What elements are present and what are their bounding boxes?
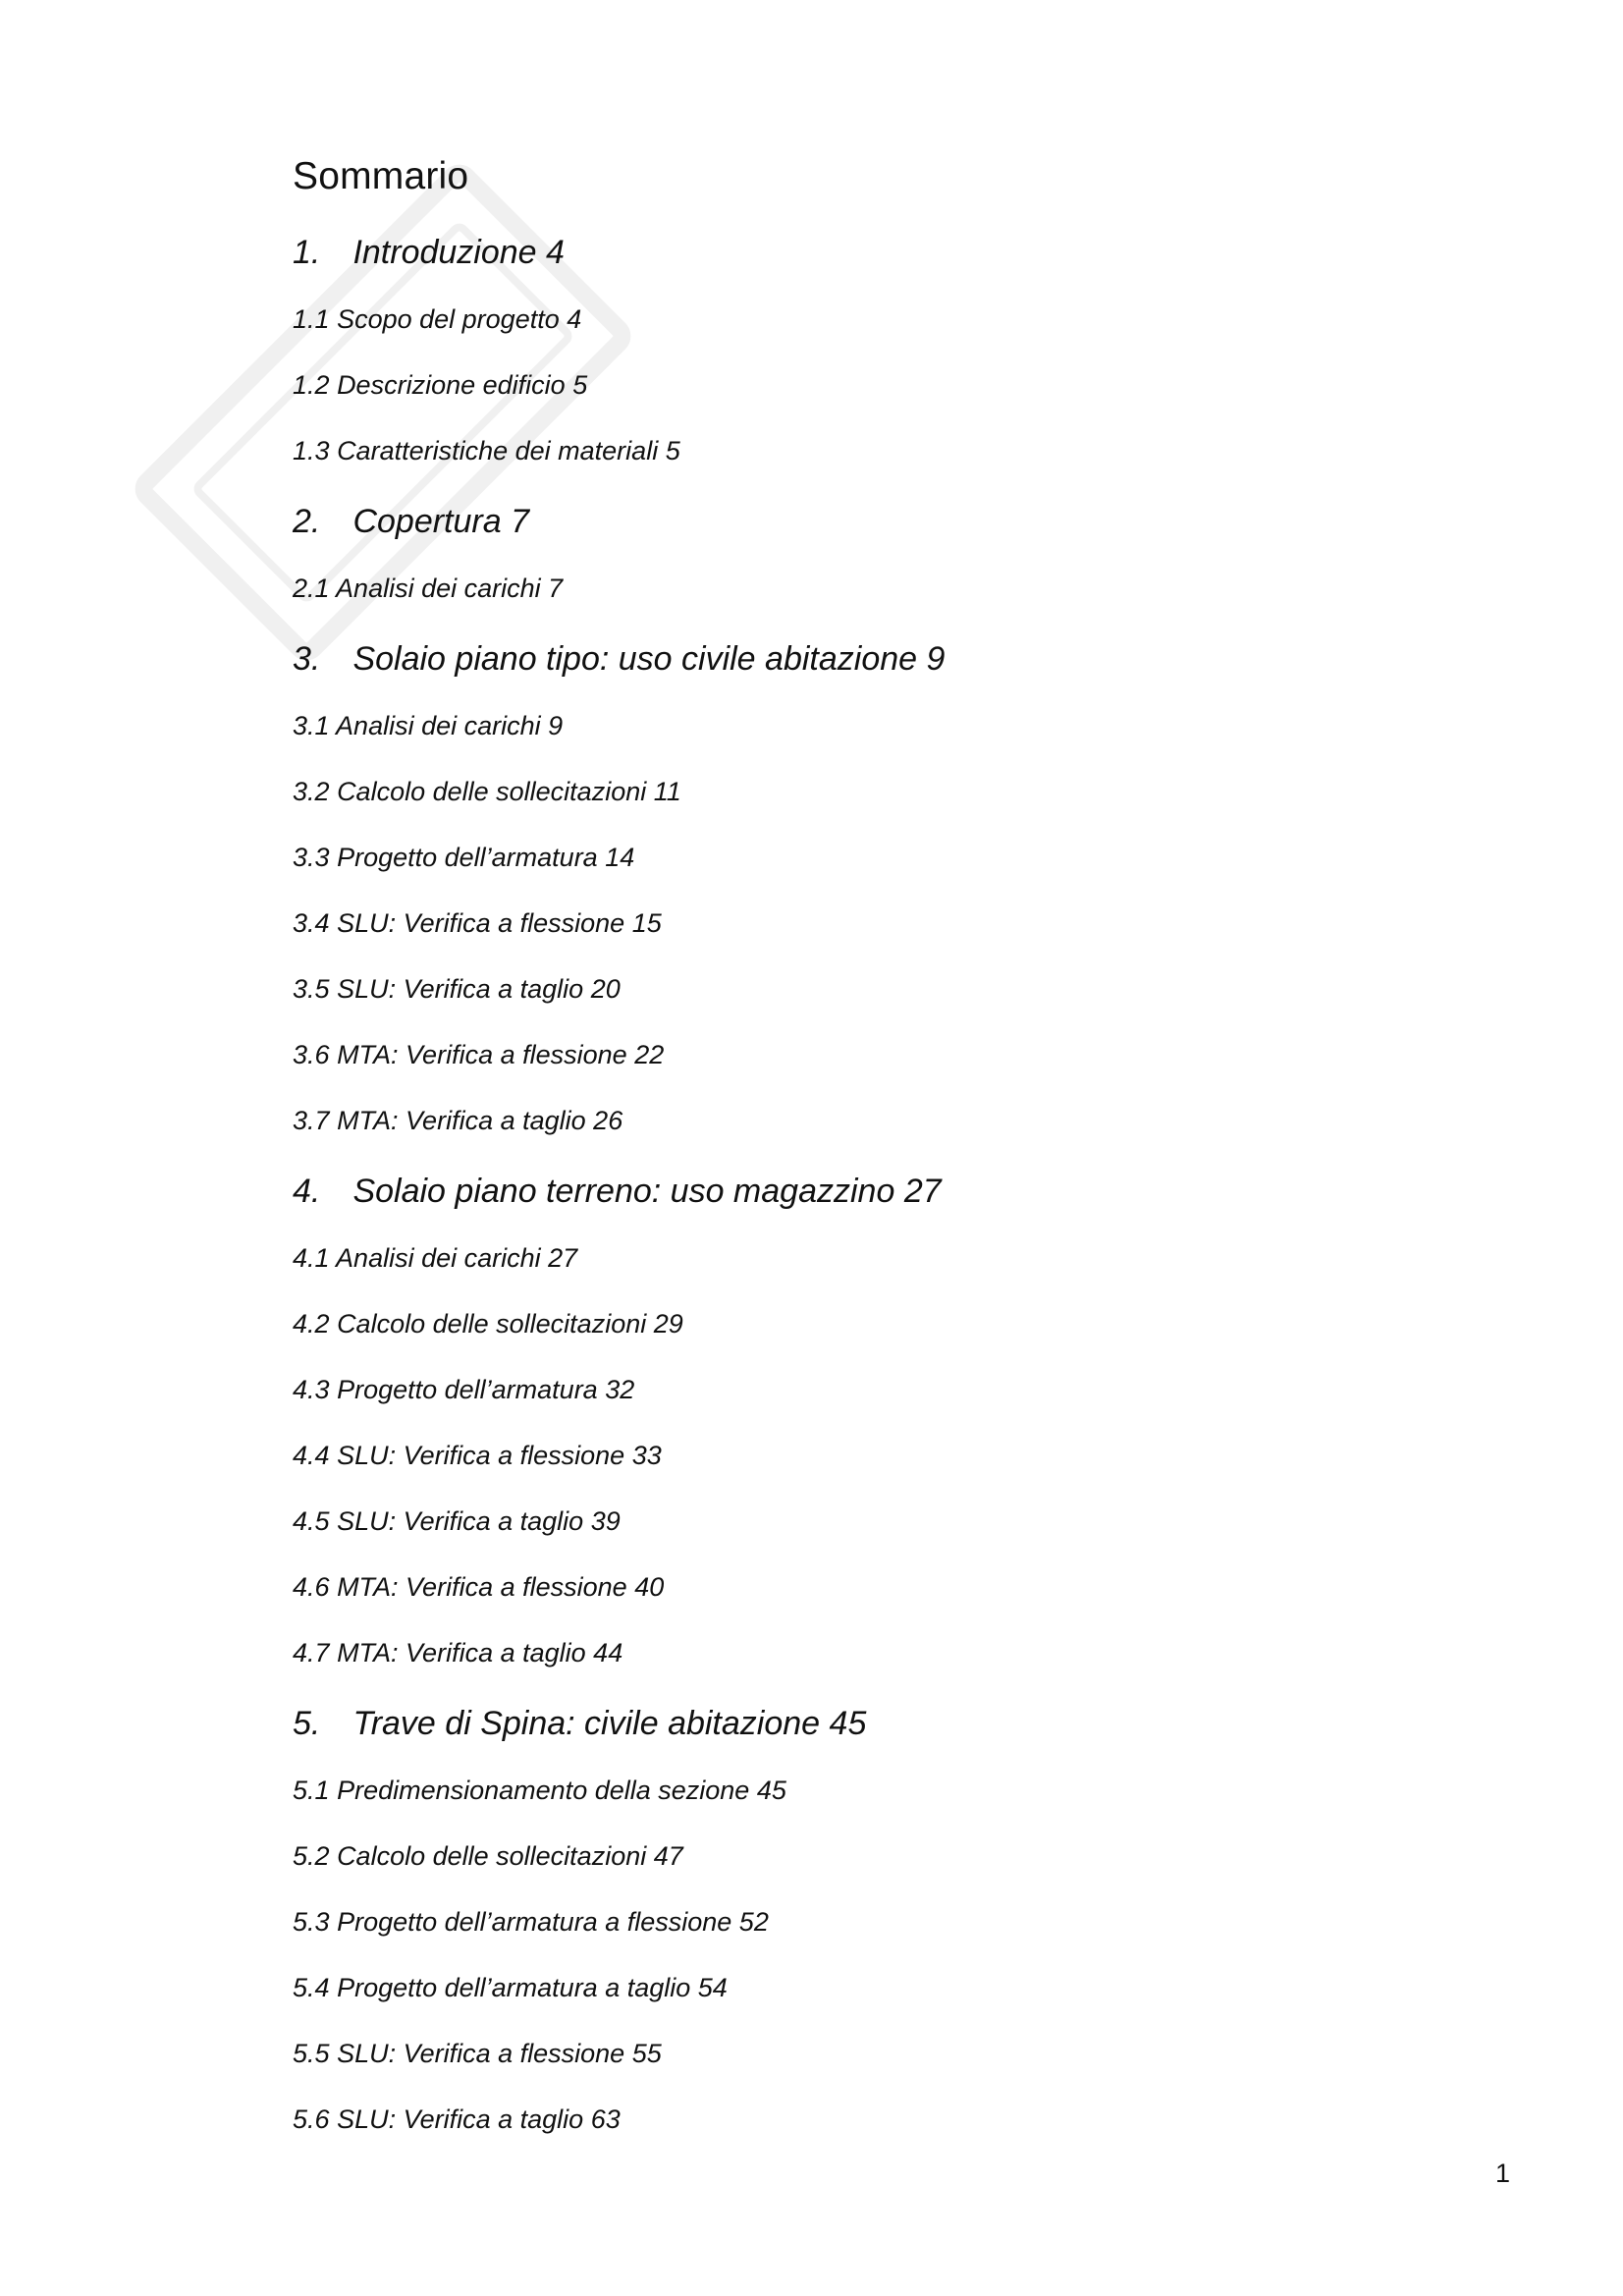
toc-entry-title: MTA: Verifica a taglio — [337, 1638, 586, 1667]
toc-entry-page: 14 — [605, 843, 635, 872]
toc-entry-title: SLU: Verifica a taglio — [337, 974, 584, 1004]
toc-entry-number: 3.1 — [293, 711, 330, 740]
toc-entry-number: 5.3 — [293, 1907, 330, 1937]
toc-section-entry[interactable] — [293, 2039, 662, 2069]
toc-entry-page: 29 — [653, 1309, 683, 1339]
toc-entry-number: 3.2 — [293, 777, 330, 806]
toc-entry-title: MTA: Verifica a taglio — [337, 1106, 586, 1135]
toc-section-entry[interactable] — [293, 1776, 786, 1806]
toc-entry-number: 5. — [293, 1705, 321, 1742]
toc-entry-title: Caratteristiche dei materiali — [337, 436, 659, 465]
toc-entry-title: SLU: Verifica a flessione — [337, 908, 625, 938]
toc-section-entry[interactable] — [293, 1572, 664, 1603]
toc-section-entry[interactable] — [293, 1243, 577, 1274]
toc-entry-title: Analisi dei carichi — [336, 1243, 541, 1273]
toc-entry-page: 5 — [572, 370, 588, 400]
toc-entry-page: 9 — [548, 711, 564, 740]
toc-entry-title: MTA: Verifica a flessione — [337, 1572, 627, 1602]
toc-section-entry[interactable] — [293, 843, 634, 873]
toc-entry-number: 3.7 — [293, 1106, 330, 1135]
toc-entry-page: 11 — [653, 777, 681, 806]
toc-section-entry[interactable] — [293, 1638, 622, 1668]
toc-section-entry[interactable] — [293, 1841, 683, 1872]
toc-entry-number: 4.7 — [293, 1638, 330, 1667]
toc-chapter-entry[interactable] — [293, 503, 529, 541]
toc-entry-page: 26 — [593, 1106, 623, 1135]
toc-entry-title: Copertura — [352, 503, 502, 540]
toc-entry-number: 5.6 — [293, 2105, 330, 2134]
toc-chapter-entry[interactable] — [293, 1705, 866, 1743]
toc-entry-number: 5.4 — [293, 1973, 330, 2002]
toc-section-entry[interactable] — [293, 1973, 728, 2003]
toc-entry-title: Calcolo delle sollecitazioni — [337, 777, 647, 806]
toc-entry-number: 3. — [293, 640, 321, 678]
toc-entry-title: SLU: Verifica a taglio — [337, 1506, 584, 1536]
toc-chapter-entry[interactable] — [293, 1173, 942, 1211]
toc-entry-page: 63 — [590, 2105, 621, 2134]
toc-entry-title: Descrizione edificio — [337, 370, 566, 400]
toc-entry-number: 3.5 — [293, 974, 330, 1004]
toc-entry-title: Calcolo delle sollecitazioni — [337, 1309, 647, 1339]
toc-entry-number: 1.2 — [293, 370, 330, 400]
toc-section-entry[interactable] — [293, 574, 563, 604]
toc-entry-title: MTA: Verifica a flessione — [337, 1040, 627, 1069]
toc-title: Sommario — [293, 155, 469, 197]
toc-entry-number: 5.5 — [293, 2039, 330, 2068]
toc-entry-title: Progetto dell’armatura a taglio — [337, 1973, 691, 2002]
toc-entry-page: 40 — [634, 1572, 665, 1602]
toc-entry-number: 5.2 — [293, 1841, 330, 1871]
toc-entry-page: 15 — [631, 908, 662, 938]
toc-entry-page: 4 — [546, 234, 565, 271]
toc-section-entry[interactable] — [293, 777, 681, 807]
toc-chapter-entry[interactable] — [293, 640, 945, 679]
page-number: 1 — [1495, 2159, 1511, 2188]
toc-section-entry[interactable] — [293, 1506, 621, 1537]
toc-entry-page: 22 — [634, 1040, 665, 1069]
toc-entry-title: Solaio piano terreno: uso magazzino — [352, 1173, 895, 1210]
toc-entry-page: 27 — [548, 1243, 578, 1273]
toc-entry-page: 7 — [511, 503, 530, 540]
toc-entry-page: 44 — [593, 1638, 623, 1667]
toc-entry-number: 4.5 — [293, 1506, 330, 1536]
toc-section-entry[interactable] — [293, 370, 587, 401]
toc-entry-number: 4.6 — [293, 1572, 330, 1602]
toc-section-entry[interactable] — [293, 1040, 664, 1070]
toc-entry-number: 5.1 — [293, 1776, 330, 1805]
toc-entry-title: Scopo del progetto — [337, 304, 560, 334]
toc-entry-page: 9 — [926, 640, 946, 678]
toc-section-entry[interactable] — [293, 1375, 634, 1405]
toc-section-entry[interactable] — [293, 1441, 662, 1471]
toc-section-entry[interactable] — [293, 436, 680, 466]
toc-entry-page: 33 — [631, 1441, 662, 1470]
toc-entry-page: 4 — [567, 304, 582, 334]
toc-entry-title: Progetto dell’armatura — [337, 1375, 598, 1404]
toc-entry-page: 5 — [665, 436, 680, 465]
toc-entry-page: 32 — [605, 1375, 635, 1404]
toc-entry-number: 4.4 — [293, 1441, 330, 1470]
toc-entry-title: Introduzione — [352, 234, 537, 271]
toc-entry-title: Predimensionamento della sezione — [337, 1776, 750, 1805]
toc-entry-number: 1. — [293, 234, 321, 271]
toc-entry-number: 2.1 — [293, 574, 330, 603]
toc-entry-title: Progetto dell’armatura — [337, 843, 598, 872]
toc-section-entry[interactable] — [293, 711, 563, 741]
toc-entry-number: 3.6 — [293, 1040, 330, 1069]
toc-section-entry[interactable] — [293, 908, 662, 939]
toc-entry-number: 4.3 — [293, 1375, 330, 1404]
toc-entry-page: 45 — [829, 1705, 867, 1742]
toc-entry-number: 4. — [293, 1173, 321, 1210]
toc-entry-number: 1.1 — [293, 304, 330, 334]
toc-entry-title: SLU: Verifica a flessione — [337, 2039, 625, 2068]
toc-entry-page: 39 — [590, 1506, 621, 1536]
toc-entry-title: Analisi dei carichi — [336, 711, 541, 740]
toc-section-entry[interactable] — [293, 1106, 622, 1136]
toc-entry-number: 1.3 — [293, 436, 330, 465]
toc-section-entry[interactable] — [293, 1309, 683, 1339]
toc-entry-number: 3.4 — [293, 908, 330, 938]
toc-chapter-entry[interactable] — [293, 234, 565, 272]
toc-entry-page: 47 — [653, 1841, 683, 1871]
toc-entry-number: 2. — [293, 503, 321, 540]
toc-entry-title: Trave di Spina: civile abitazione — [352, 1705, 821, 1742]
toc-entry-page: 54 — [697, 1973, 728, 2002]
toc-entry-title: SLU: Verifica a flessione — [337, 1441, 625, 1470]
toc-entry-page: 55 — [631, 2039, 662, 2068]
toc-entry-page: 45 — [756, 1776, 786, 1805]
toc-entry-title: SLU: Verifica a taglio — [337, 2105, 584, 2134]
toc-section-entry[interactable] — [293, 304, 581, 335]
toc-section-entry[interactable] — [293, 974, 621, 1005]
toc-entry-page: 52 — [738, 1907, 769, 1937]
toc-entry-title: Calcolo delle sollecitazioni — [337, 1841, 647, 1871]
toc-section-entry[interactable] — [293, 2105, 621, 2135]
toc-entry-number: 4.2 — [293, 1309, 330, 1339]
toc-entry-page: 27 — [903, 1173, 942, 1210]
toc-entry-page: 7 — [548, 574, 564, 603]
toc-entry-page: 20 — [590, 974, 621, 1004]
toc-entry-title: Analisi dei carichi — [336, 574, 541, 603]
toc-entry-title: Solaio piano tipo: uso civile abitazione — [352, 640, 918, 678]
toc-entry-title: Progetto dell’armatura a flessione — [337, 1907, 732, 1937]
toc-section-entry[interactable] — [293, 1907, 769, 1938]
toc-entry-number: 3.3 — [293, 843, 330, 872]
toc-entry-number: 4.1 — [293, 1243, 330, 1273]
